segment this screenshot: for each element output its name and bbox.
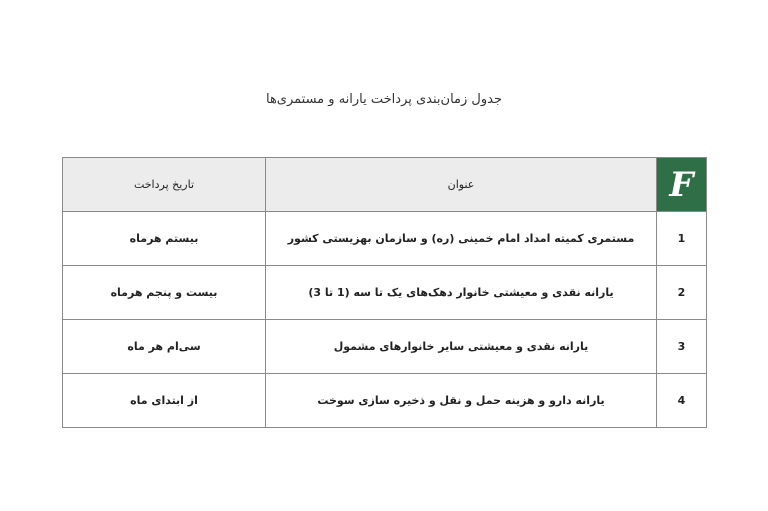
logo-cell [657,158,707,212]
document-title: جدول زمان‌بندی پرداخت یارانه و مستمری‌ها [265,92,503,107]
row-number: 3 [657,320,707,374]
row-payment-date: از ابتدای ماه [63,374,266,428]
row-number: 2 [657,266,707,320]
row-number: 4 [657,374,707,428]
row-payment-date: بیست و پنجم هرماه [63,266,266,320]
table-row [63,212,707,266]
table-row [63,374,707,428]
row-title: یارانه نقدی و معیشتی سایر خانوارهای مشمول [266,320,657,374]
header-payment-date: تاریخ پرداخت [63,158,266,212]
row-payment-date: سی‌ام هر ماه [63,320,266,374]
payment-schedule-table [62,157,707,428]
table-row [63,266,707,320]
f-logo-icon: F [669,164,694,205]
table-header-row [63,158,707,212]
header-title: عنوان [266,158,657,212]
row-title: مستمری کمیته امداد امام خمینی (ره) و سازمان بهزیستی کشور [266,212,657,266]
row-title: یارانه نقدی و معیشتی خانوار دهک‌های یک تا سه (1 تا 3) [266,266,657,320]
row-payment-date: بیستم هرماه [63,212,266,266]
table-row [63,320,707,374]
row-number: 1 [657,212,707,266]
row-title: یارانه دارو و هزینه حمل و نقل و ذخیره سازی سوخت [266,374,657,428]
